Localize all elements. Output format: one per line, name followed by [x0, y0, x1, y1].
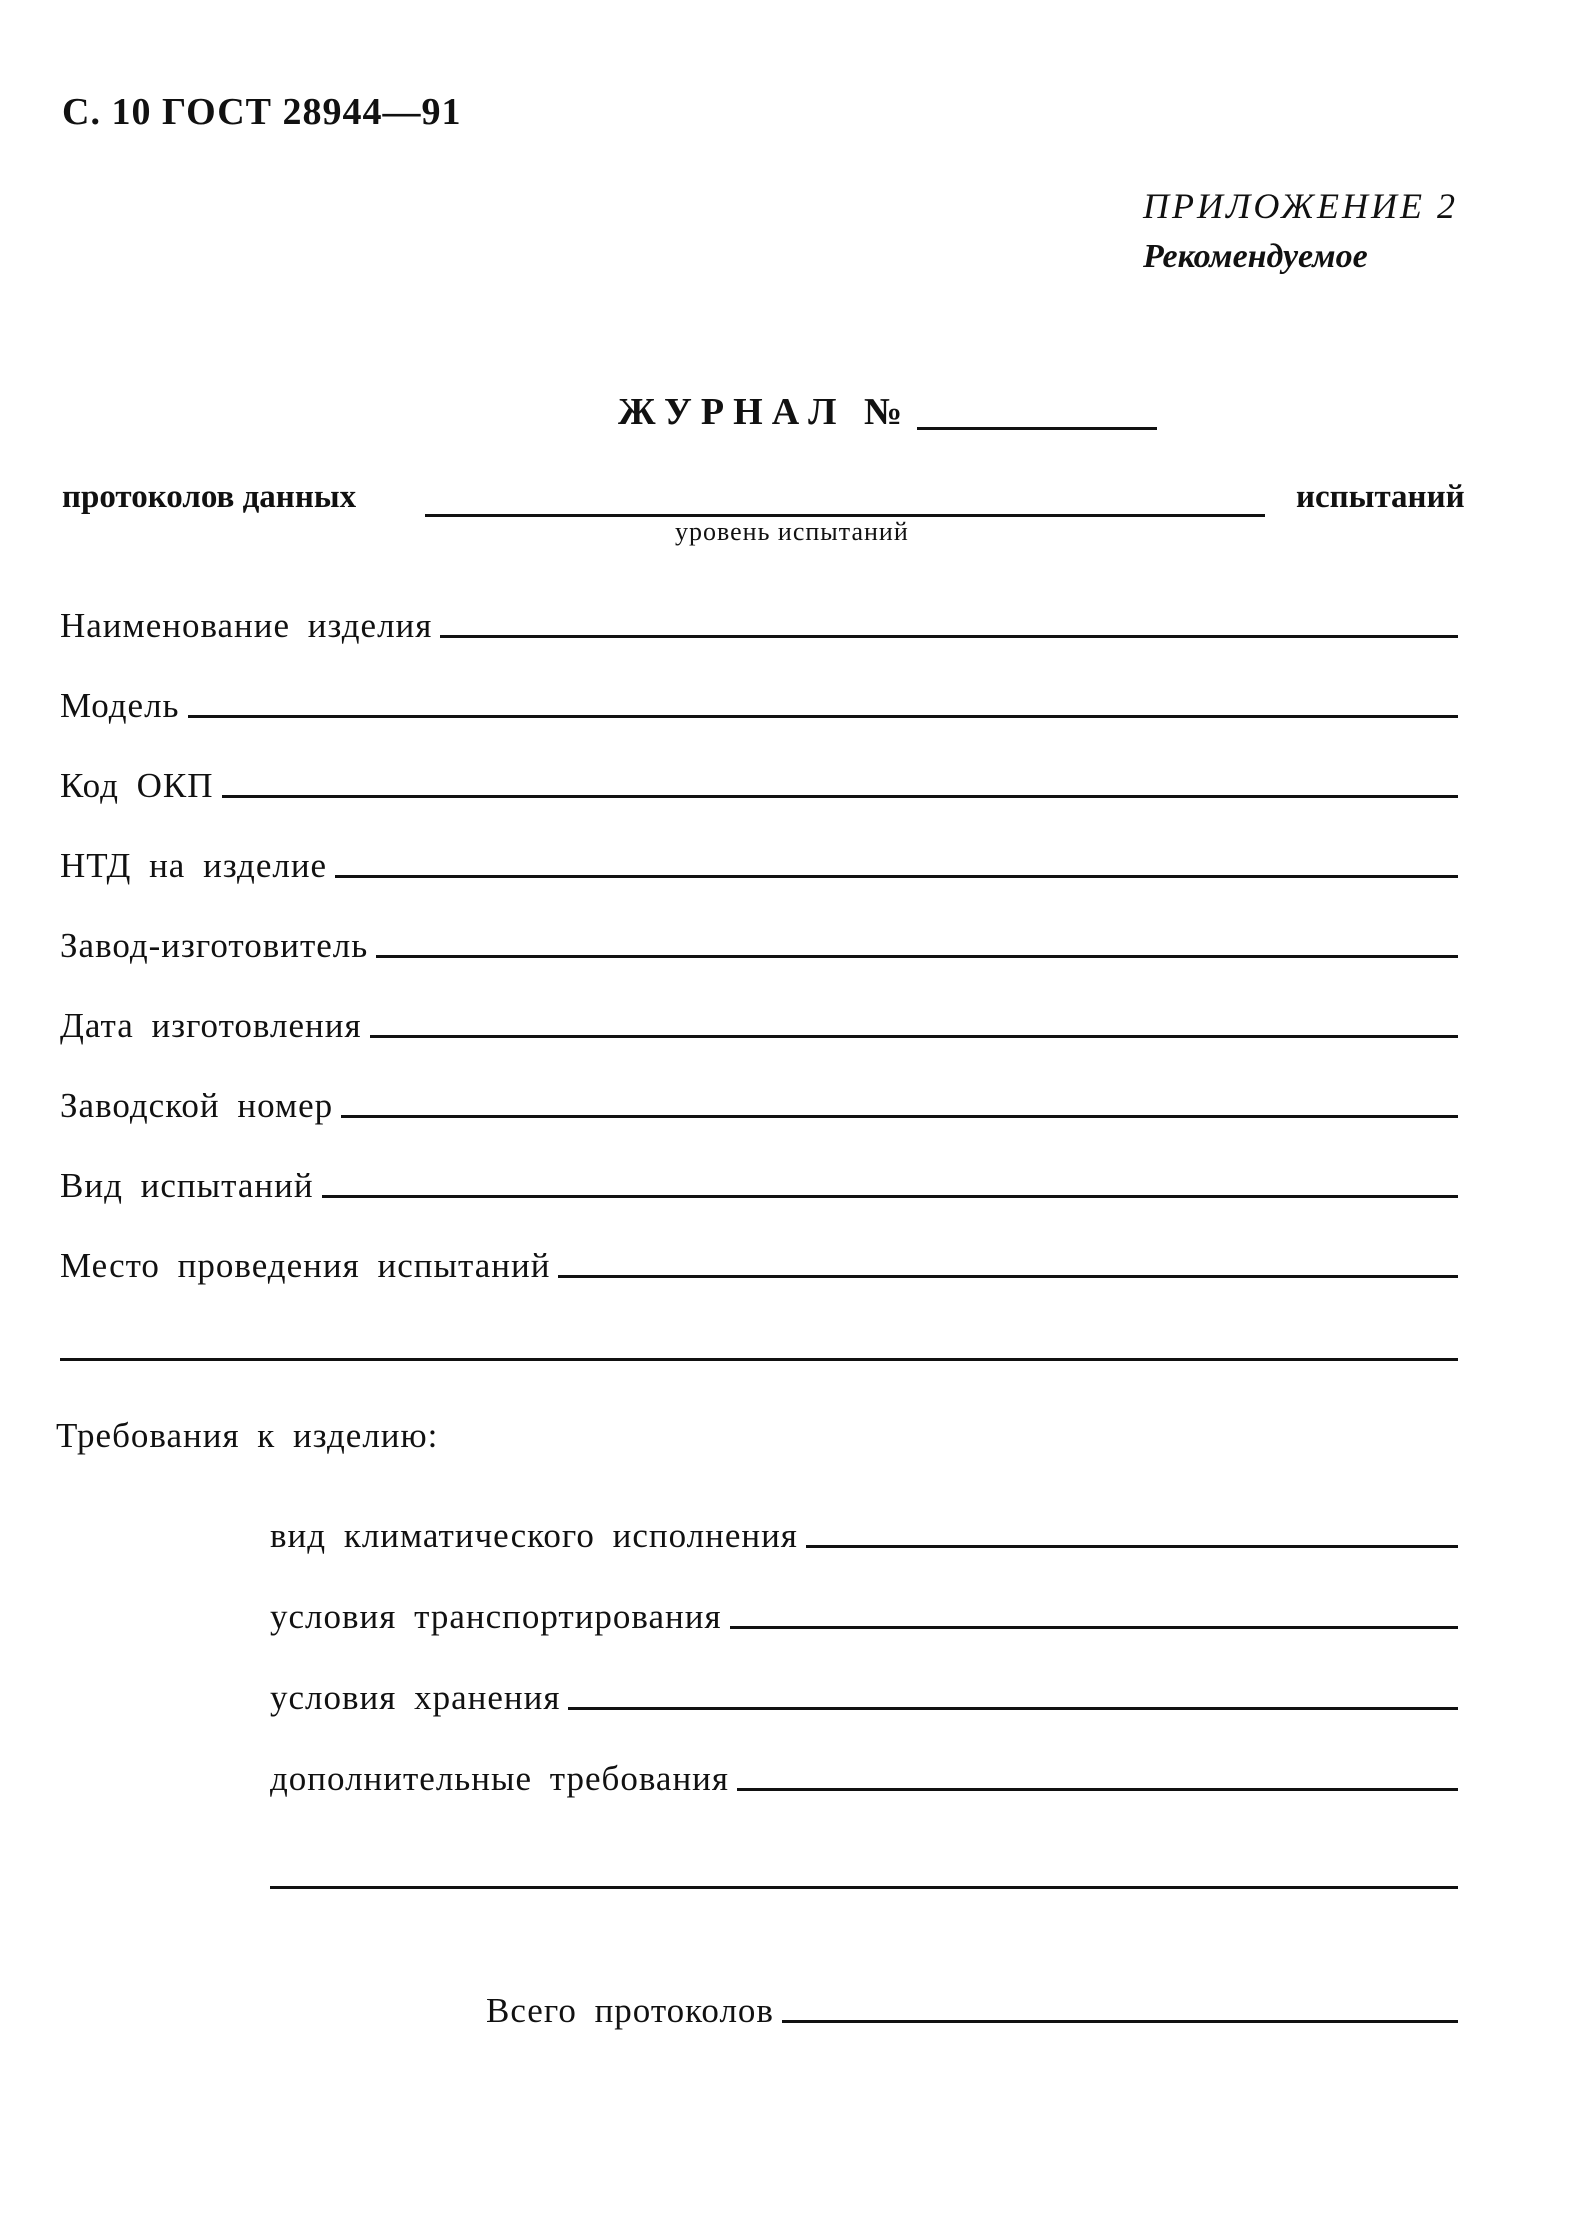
field-row-okp-code: [60, 752, 1458, 806]
field-row-serial-number: [60, 1072, 1458, 1126]
journal-number-field[interactable]: [917, 427, 1157, 430]
requirements-heading: Требования к изделию:: [56, 1416, 439, 1455]
page-reference: С. 10 ГОСТ 28944—91: [62, 91, 462, 133]
field-label: Завод-изготовитель: [60, 926, 369, 965]
model-field[interactable]: [188, 715, 1458, 718]
test-type-field[interactable]: [322, 1195, 1458, 1198]
field-label: дополнительные требования: [270, 1759, 730, 1798]
field-label: условия транспортирования: [270, 1597, 722, 1636]
total-row: [486, 1977, 1458, 2031]
subtitle-right: испытаний: [1296, 479, 1465, 515]
field-label: Заводской номер: [60, 1086, 334, 1125]
appendix-title: ПРИЛОЖЕНИЕ 2: [1143, 186, 1458, 226]
additional-requirements-continuation-field[interactable]: [270, 1886, 1458, 1889]
manufacture-date-field[interactable]: [370, 1035, 1458, 1038]
field-row-model: [60, 672, 1458, 726]
field-label: условия хранения: [270, 1678, 561, 1717]
field-label: Место проведения испытаний: [60, 1246, 551, 1285]
field-row-test-type: [60, 1152, 1458, 1206]
field-row-manufacture-date: [60, 992, 1458, 1046]
test-level-caption: уровень испытаний: [675, 517, 909, 546]
field-label: Вид испытаний: [60, 1166, 314, 1205]
field-label: НТД на изделие: [60, 846, 328, 885]
total-protocols-field[interactable]: [782, 2020, 1458, 2023]
appendix-status: Рекомендуемое: [1143, 238, 1368, 275]
req-row-climatic: [270, 1502, 1458, 1556]
transport-conditions-field[interactable]: [730, 1626, 1458, 1629]
additional-requirements-field[interactable]: [737, 1788, 1458, 1791]
field-row-ntd: [60, 832, 1458, 886]
field-label: вид климатического исполнения: [270, 1516, 798, 1555]
field-row-test-location: [60, 1232, 1458, 1286]
field-row-product-name: [60, 592, 1458, 646]
test-location-continuation-field[interactable]: [60, 1358, 1458, 1361]
product-name-field[interactable]: [440, 635, 1458, 638]
req-row-additional: [270, 1745, 1458, 1799]
field-label: Код ОКП: [60, 766, 214, 805]
field-label: Модель: [60, 686, 180, 725]
okp-code-field[interactable]: [222, 795, 1458, 798]
subtitle-left: протоколов данных: [62, 479, 357, 515]
total-label: Всего протоколов: [486, 1991, 774, 2030]
manufacturer-field[interactable]: [376, 955, 1458, 958]
field-label: Дата изготовления: [60, 1006, 362, 1045]
req-row-transport: [270, 1583, 1458, 1637]
field-label: Наименование изделия: [60, 606, 433, 645]
req-row-storage: [270, 1664, 1458, 1718]
storage-conditions-field[interactable]: [568, 1707, 1458, 1710]
field-row-manufacturer: [60, 912, 1458, 966]
journal-title: ЖУРНАЛ №: [618, 391, 912, 433]
test-location-field[interactable]: [558, 1275, 1458, 1278]
climatic-version-field[interactable]: [806, 1545, 1458, 1548]
ntd-field[interactable]: [335, 875, 1458, 878]
serial-number-field[interactable]: [341, 1115, 1458, 1118]
